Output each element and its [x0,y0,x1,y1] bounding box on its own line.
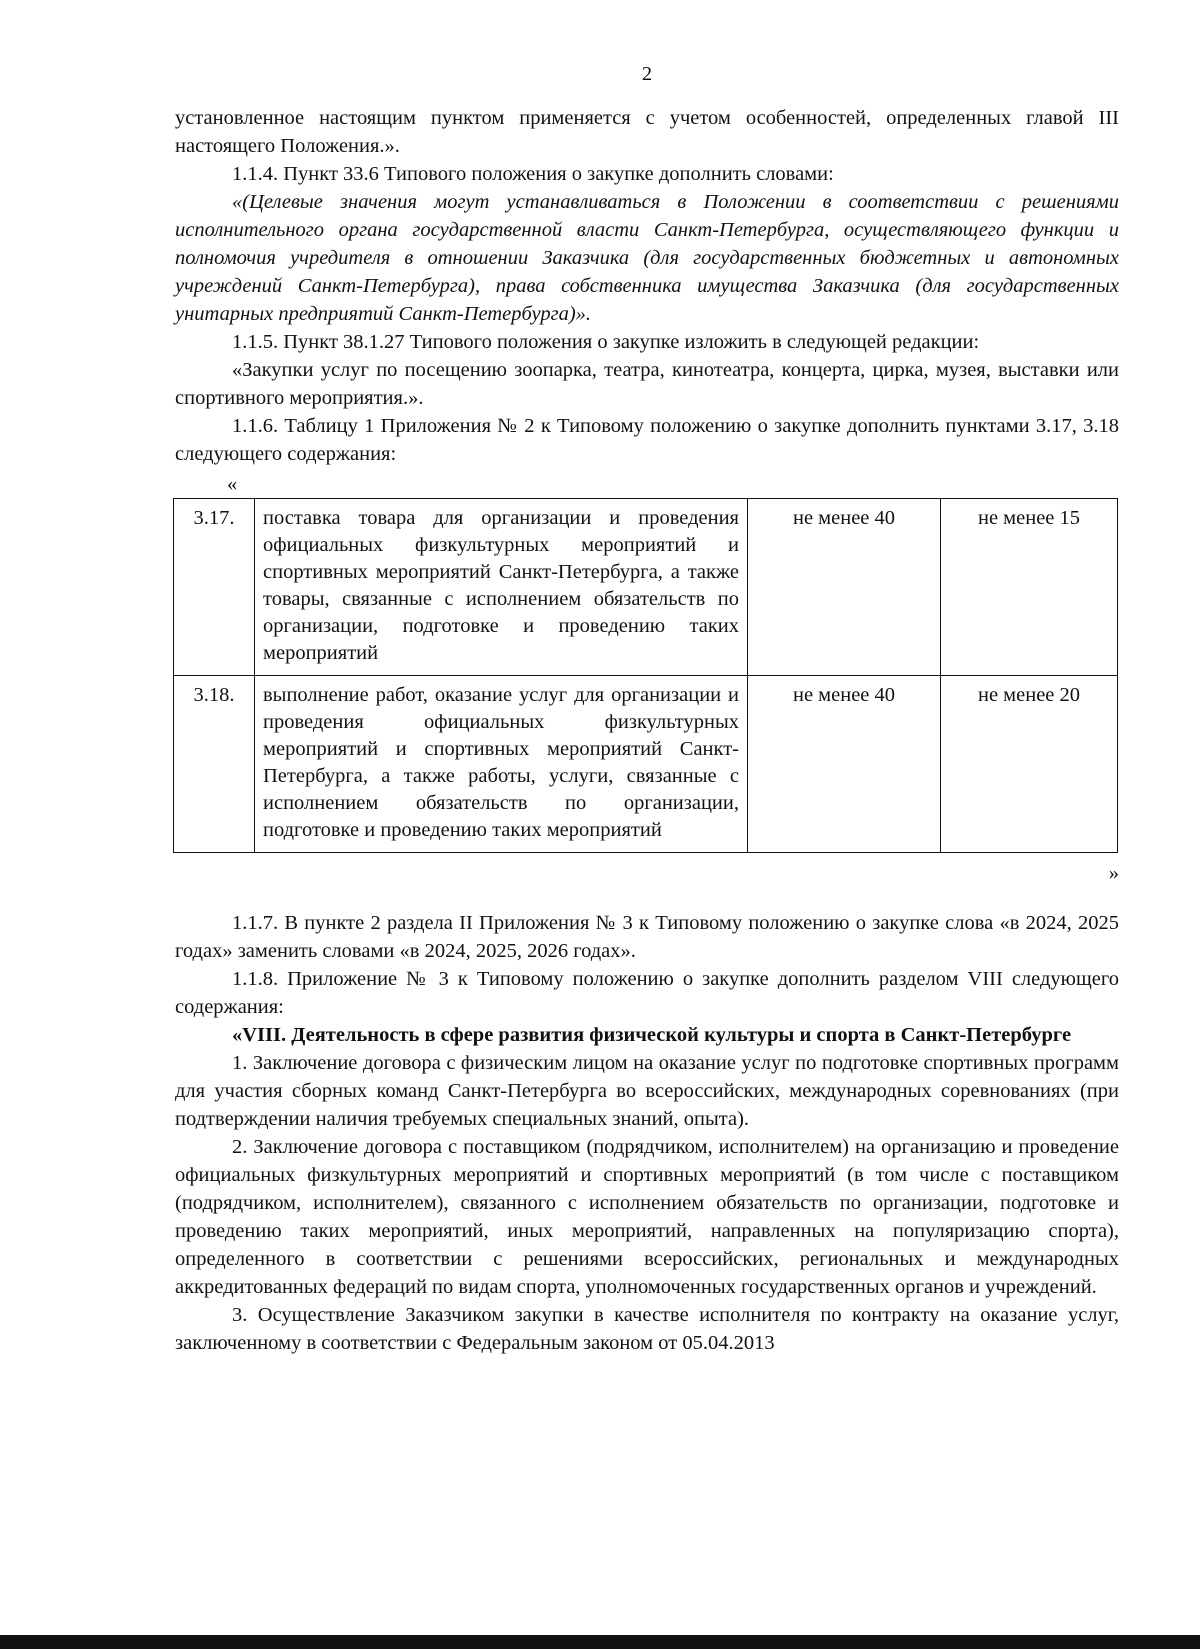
section-heading-viii: «VIII. Деятельность в сфере развития физической культуры и спорта в Санкт-Петербурге [232,1024,1072,1046]
row-value-2: не менее 20 [941,676,1118,853]
table-quote-close: » [1108,862,1119,884]
paragraph-1-1-8: 1.1.8. Приложение № 3 к Типовому положению о закупке дополнить разделом VIII следующего содержания: [175,968,1119,1018]
paragraph-1-1-4: 1.1.4. Пункт 33.6 Типового положения о закупке дополнить словами: [232,163,834,185]
row-description: поставка товара для организации и проведения официальных физкультурных мероприятий и спортивных мероприятий Санкт-Петербурга, а также товары, связанные с исполнением обязательств по организации, подготовке и проведению таких мероприятий [255,499,748,676]
document-page [175,60,1119,1357]
row-value-2: не менее 15 [941,499,1118,676]
criteria-table [173,498,1118,853]
paragraph-item-1: 1. Заключение договора с физическим лицом на оказание услуг по подготовке спортивных программ для участия сборных команд Санкт-Петербурга во всероссийских, международных соревнованиях (при подтверждении наличия требуемых специальных знаний, опыта). [175,1052,1119,1130]
paragraph-continuation: установленное настоящим пунктом применяется с учетом особенностей, определенных главой III настоящего Положения.». [175,107,1119,157]
paragraph-1-1-5: 1.1.5. Пункт 38.1.27 Типового положения о закупке изложить в следующей редакции: [232,331,980,353]
table-quote-open: « [227,473,238,495]
row-value-1: не менее 40 [748,676,941,853]
table-row [174,676,1118,853]
paragraph-quote-target-values: «(Целевые значения могут устанавливаться в Положении в соответствии с решениями исполнительного органа государственной власти Санкт-Петербурга, осуществляющего функции и полномочия учредителя в отношении Заказчика (для государственных бюджетных и автономных учреждений Санкт-Петербурга), права собственника имущества Заказчика (для государственных унитарных предприятий Санкт-Петербурга)». [175,191,1119,325]
row-number: 3.17. [174,499,255,676]
table-row [174,499,1118,676]
paragraph-1-1-6: 1.1.6. Таблицу 1 Приложения № 2 к Типовому положению о закупке дополнить пунктами 3.17, 3.18 следующего содержания: [175,415,1119,465]
row-value-1: не менее 40 [748,499,941,676]
scan-bottom-edge [0,1635,1200,1649]
paragraph-1-1-7: 1.1.7. В пункте 2 раздела II Приложения № 3 к Типовому положению о закупке слова «в 2024, 2025 годах» заменить словами «в 2024, 2025, 2026 годах». [175,912,1119,962]
row-description: выполнение работ, оказание услуг для организации и проведения официальных физкультурных мероприятий и спортивных мероприятий Санкт-Петербурга, а также работы, услуги, связанные с исполнением обязательств по организации, подготовке и проведению таких мероприятий [255,676,748,853]
paragraph-quote-purchases: «Закупки услуг по посещению зоопарка, театра, кинотеатра, концерта, цирка, музея, выставки или спортивного мероприятия.». [175,359,1119,409]
paragraph-item-2: 2. Заключение договора с поставщиком (подрядчиком, исполнителем) на организацию и проведение официальных физкультурных мероприятий и спортивных мероприятий (в том числе с поставщиком (подрядчиком, исполнителем), связанного с исполнением обязательств по организации, подготовке и проведению таких мероприятий, иных мероприятий, направленных на популяризацию спорта), определенного в соответствии с решениями всероссийских, региональных и международных аккредитованных федераций по видам спорта, уполномоченных государственных органов и учреждений. [175,1136,1119,1298]
row-number: 3.18. [174,676,255,853]
paragraph-item-3: 3. Осуществление Заказчиком закупки в качестве исполнителя по контракту на оказание услуг, заключенному в соответствии с Федеральным законом от 05.04.2013 [175,1304,1119,1354]
page-number: 2 [641,63,653,85]
